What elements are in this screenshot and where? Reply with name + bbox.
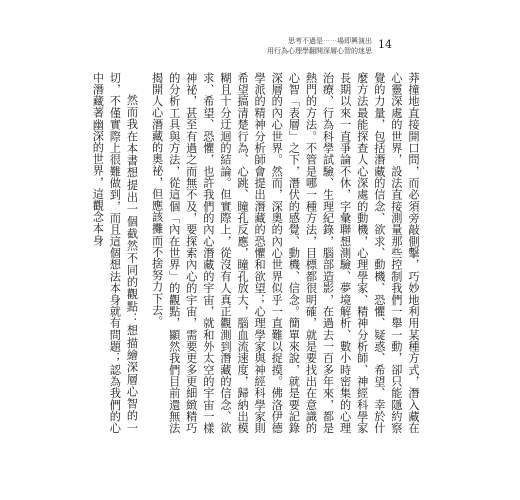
- page-header: [267, 36, 392, 56]
- vertical-body-text: [86, 72, 422, 434]
- paragraph-2: 然而我在本書想提出一個截然不同的觀點：想描繪深層心智的一切，不僅實際上很難做到，而且這個想法本身就有問題；認為我們的心中潛藏著幽深的世界，這觀念本身: [91, 72, 139, 434]
- running-title-line-2: 用行為心理學翻開深層心智的迷思: [267, 47, 372, 55]
- running-title: [267, 36, 372, 56]
- running-title-line-1: 思考不過是⋯⋯場即興演出: [288, 37, 372, 45]
- paragraph-1: 莽撞地直接開口問，而必須旁敲側擊，巧妙地利用某種方式，潛入藏在心靈深處的世界，設法直接測量那些控制我們一舉一動，卻只能隱約察覺的力量，包括潛藏的信念、欲求、動機、恐懼、疑惑、希望、幸於什麼方法最能探查人心深處的動機，心理學家、精神分析師、神經科學家長期以來一直爭論不休，字彙聯想測驗、夢境解析、數小時密集的心理治療、行為科學試驗、生理紀錄，腦部造影，在過去一百多年來，都是熱門的方法。不管是哪一種方法，目標都很明確，就是要找出在意識的心智「表層」之下，潛伏的感覺、動機、信念。簡單來說，就是要記錄深層的內心世界。然而，深奧的內心世界似乎一直難以捉摸。佛洛伊德學派的精神分析師會提出潛藏的恐懼和欲望；心理學家與神經科學家則希望搞清楚行為、心跳、瞳孔反應，瞳孔放大，腦血流速度，歸納出模糊且十分迂迴的結論。但實際上，從沒有人真正觀測到潛藏的信念、欲求、希望、恐懼，也許我們的內心潛藏的宇宙，就和外太空的宇宙一樣神祕，甚至有過之而無不及，要探索內心的宇宙，需要更多更細緻精巧的分析工具與方法，從這個「內在世界」的觀點，顯然我們目前還無法揭開人心潛藏的奧祕，但應該攤而不捨努力下去。: [150, 72, 420, 434]
- page-number: 14: [378, 38, 392, 51]
